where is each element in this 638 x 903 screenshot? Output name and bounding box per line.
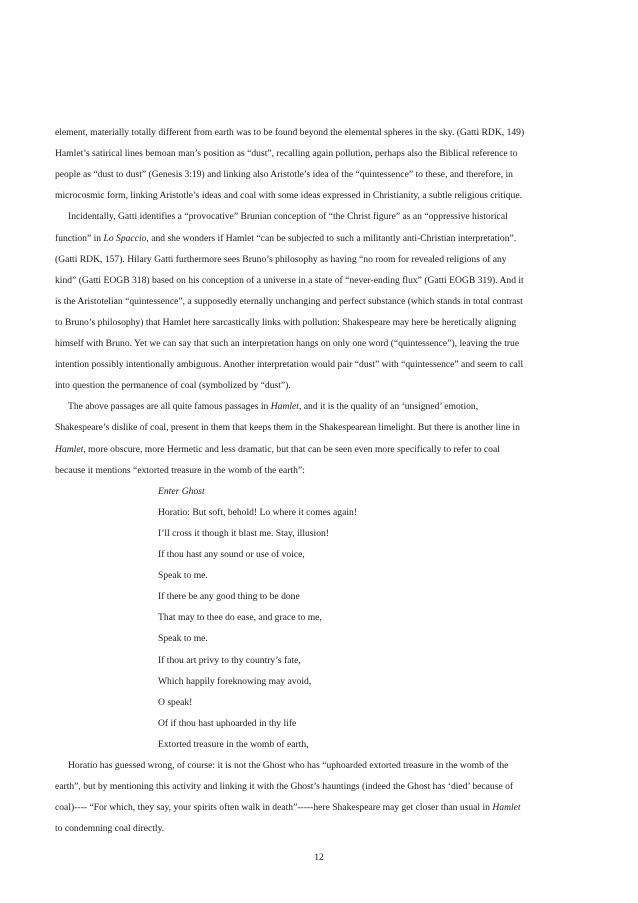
text-line: Hamlet’s satirical lines bemoan man’s position as “dust”, recalling again pollution, perhaps also the Biblical reference to	[55, 148, 518, 159]
text-line: Horatio has guessed wrong, of course: it is not the Ghost who has “uphoarded extorted treasure in the womb of the	[68, 760, 509, 771]
text-line: (Gatti RDK, 157). Hilary Gatti furthermore sees Bruno’s philosophy as having “no room for revealed religions of any	[55, 254, 507, 265]
verse-line: Horatio: But soft, behold! Lo where it comes again!	[158, 507, 358, 518]
text-line: The above passages are all quite famous passages in Hamlet, and it is the quality of an ‘unsigned’ emotion,	[68, 401, 479, 412]
text-line: kind” (Gatti EOGB 318) based on his conception of a universe in a state of “never-ending flux” (Gatti EOGB 319). And it	[55, 275, 524, 286]
verse-line: If there be any good thing to be done	[158, 591, 300, 602]
verse-line: Enter Ghost	[158, 486, 205, 497]
verse-line: That may to thee do ease, and grace to me,	[158, 612, 322, 623]
text-line: himself with Bruno. Yet we can say that such an interpretation hangs on only one word (“quintessence”), leaving the true	[55, 338, 520, 349]
text-line: Hamlet, more obscure, more Hermetic and less dramatic, but that can be seen even more specifically to refer to coal	[55, 444, 500, 455]
text-line: intention possibly intentionally ambiguous. Another interpretation would pair “dust” with “quintessence” and seem to call	[55, 359, 524, 370]
verse-line: Of if thou hast uphoarded in thy life	[158, 718, 297, 729]
page-number: 12	[314, 852, 324, 863]
text-line: microcosmic form, linking Aristotle’s ideas and coal with some ideas expressed in Christianity, a subtle religious critique.	[55, 190, 522, 201]
verse-line: O speak!	[158, 697, 193, 708]
text-line: earth”, but by mentioning this activity and linking it with the Ghost’s hauntings (indeed the Ghost has ‘died’ because of	[55, 781, 514, 792]
text-line: because it mentions “extorted treasure in the womb of the earth”:	[55, 465, 305, 476]
verse-line: Which happily foreknowing may avoid,	[158, 676, 312, 687]
verse-line: If thou hast any sound or use of voice,	[158, 549, 305, 560]
text-line: Shakespeare’s dislike of coal, present in them that keeps them in the Shakespearean limelight. But there is another line in	[55, 422, 520, 433]
italic-title: Hamlet	[492, 802, 521, 813]
text-line: is the Aristotelian “quintessence”, a supposedly eternally unchanging and perfect substance (which stands in total contrast	[55, 296, 523, 307]
text-line: element, materially totally different from earth was to be found beyond the elemental spheres in the sky. (Gatti RDK, 149)	[55, 127, 525, 138]
text-line: to condemning coal directly.	[55, 823, 165, 834]
text-line: into question the permanence of coal (symbolized by “dust”).	[55, 380, 291, 391]
italic-title: Hamlet,	[55, 444, 86, 455]
verse-line: If thou art privy to thy country’s fate,	[158, 655, 301, 666]
verse-line: Speak to me.	[158, 633, 208, 644]
text-line: coal)---- “For which, they say, your spirits often walk in death”-----here Shakespeare may get closer than usual in Hamlet	[55, 802, 521, 813]
text-line: people as “dust to dust” (Genesis 3:19) and linking also Aristotle’s idea of the “quintessence” to these, and therefore, in	[55, 169, 513, 180]
verse-line: Speak to me.	[158, 570, 208, 581]
italic-title: Hamlet	[270, 401, 299, 412]
verse-line: Extorted treasure in the womb of earth,	[158, 739, 309, 750]
italic-title: Lo Spaccio	[103, 233, 147, 244]
text-line: to Bruno’s philosophy) that Hamlet here sarcastically links with pollution: Shakespeare may here be heretically aligning	[55, 317, 517, 328]
text-line: Incidentally, Gatti identifies a “provocative” Brunian conception of “the Christ figure” as an “oppressive historical	[68, 211, 508, 222]
text-line: function” in Lo Spaccio, and she wonders if Hamlet “can be subjected to such a militantly anti-Christian interpretation”.	[55, 233, 517, 244]
verse-line: I’ll cross it though it blast me. Stay, illusion!	[158, 528, 329, 539]
